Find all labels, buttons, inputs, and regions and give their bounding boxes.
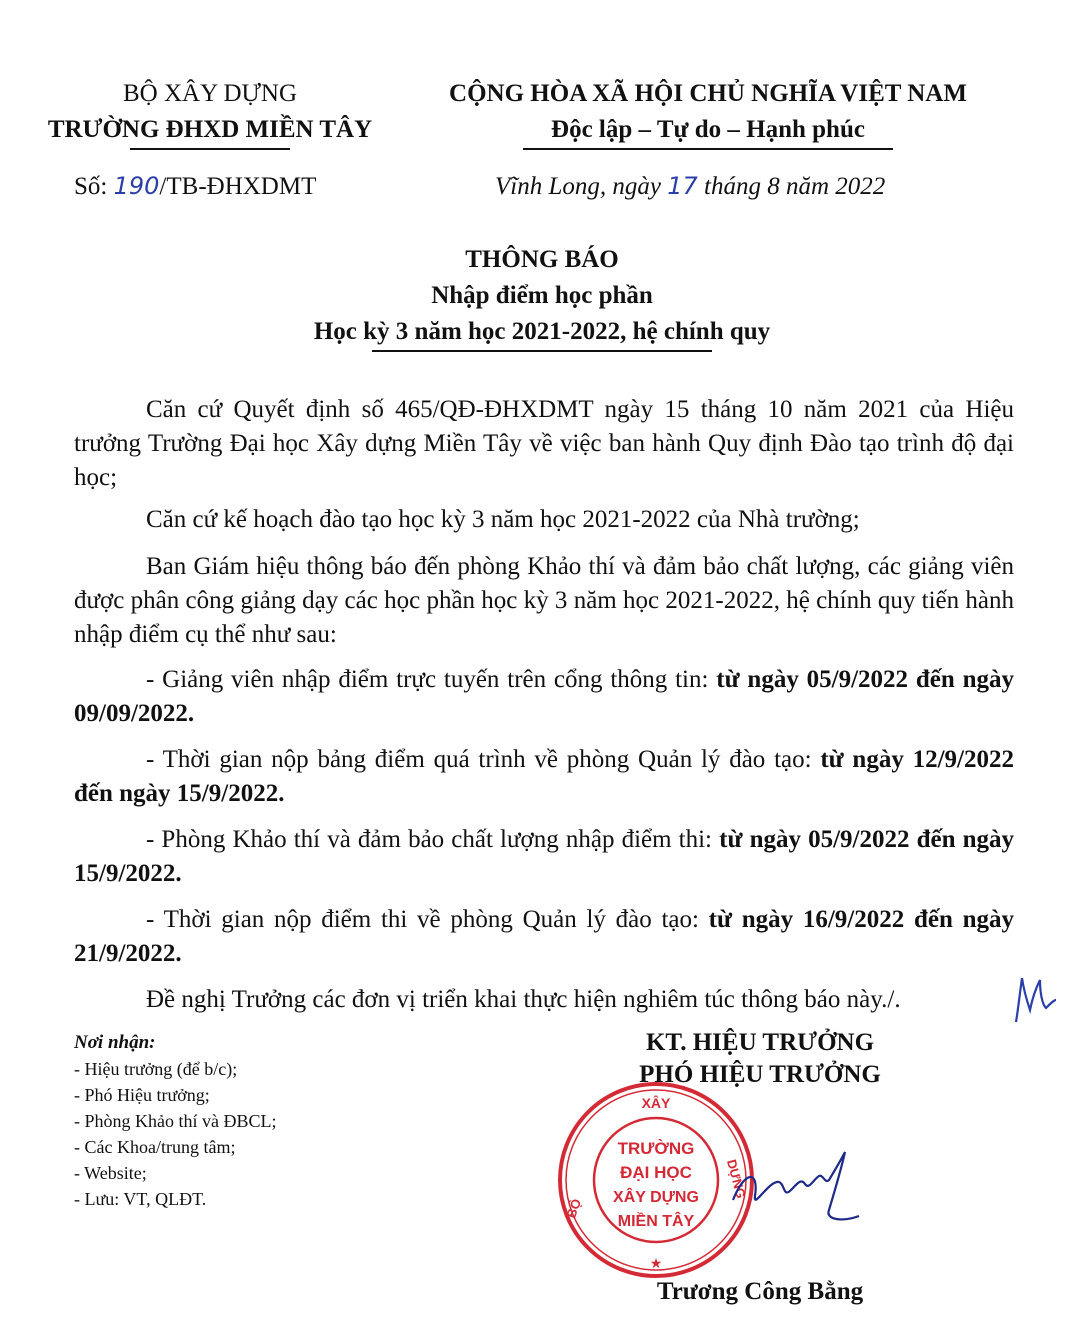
number-suffix: /TB-ĐHXDMT xyxy=(159,173,317,200)
school-name: TRƯỜNG ĐHXD MIỀN TÂY xyxy=(47,116,373,143)
signer-name: Trương Công Bằng xyxy=(656,1278,864,1305)
document-number xyxy=(74,172,316,201)
signature-line-2: PHÓ HIỆU TRƯỞNG xyxy=(639,1061,881,1088)
closing-request: Đề nghị Trưởng các đơn vị triển khai thực hiện nghiêm túc thông báo này./. xyxy=(146,986,901,1013)
signature-line-1: KT. HIỆU TRƯỞNG xyxy=(645,1029,875,1056)
recipient-item: - Website; xyxy=(74,1163,147,1183)
seal-left-word: BỘ xyxy=(563,1196,585,1221)
bullet-exam-submit-dates: từ ngày 16/9/2022 đến ngày 21/9/2022. xyxy=(74,906,1014,967)
handwritten-signature xyxy=(725,1140,865,1230)
date-prefix: Vĩnh Long, ngày xyxy=(495,173,668,200)
bullet-online-entry-text: - Giảng viên nhập điểm trực tuyến trên cổng thông tin: xyxy=(146,666,717,693)
handwritten-initial xyxy=(1010,970,1060,1030)
seal-top-word: XÂY xyxy=(641,1095,671,1111)
motto-underline xyxy=(523,148,893,150)
recipient-item: - Các Khoa/trung tâm; xyxy=(74,1137,236,1157)
country-name: CỘNG HÒA XÃ HỘI CHỦ NGHĨA VIỆT NAM xyxy=(449,80,967,107)
recipient-item: - Phòng Khảo thí và ĐBCL; xyxy=(74,1111,277,1131)
title-main: THÔNG BÁO xyxy=(465,246,619,273)
number-handwritten: 190 xyxy=(113,172,160,200)
seal-line-1: TRƯỜNG xyxy=(617,1139,695,1158)
title-underline xyxy=(372,350,712,352)
school-underline xyxy=(130,148,290,150)
bullet-online-entry xyxy=(74,663,1014,731)
paragraph-announcement: Ban Giám hiệu thông báo đến phòng Khảo thí và đảm bảo chất lượng, các giảng viên được phân công giảng dạy các học phần học kỳ 3 năm học 2021-2022, hệ chính quy tiến hành nhập điểm cụ thể như sau: xyxy=(74,553,1014,648)
bullet-process-scores-text: - Thời gian nộp bảng điểm quá trình về phòng Quản lý đào tạo: xyxy=(146,746,821,773)
bullet-exam-submit xyxy=(74,903,1014,971)
issuing-authority xyxy=(20,76,400,150)
recipient-item: - Lưu: VT, QLĐT. xyxy=(74,1189,207,1209)
motto: Độc lập – Tự do – Hạnh phúc xyxy=(551,116,865,143)
bullet-exam-entry-dates: từ ngày 05/9/2022 đến ngày 15/9/2022. xyxy=(74,826,1015,887)
bullet-process-scores xyxy=(74,743,1014,811)
recipients-list xyxy=(74,1030,277,1212)
seal-star: ★ xyxy=(649,1256,663,1272)
national-heading xyxy=(398,76,1018,150)
bullet-process-scores-dates: từ ngày 12/9/2022 đến ngày 15/9/2022. xyxy=(74,746,1014,807)
recipient-item: - Phó Hiệu trưởng; xyxy=(74,1085,210,1105)
bullet-exam-entry xyxy=(74,823,1014,891)
seal-line-3: XÂY DỰNG xyxy=(613,1189,699,1206)
bullet-exam-entry-text: - Phòng Khảo thí và đảm bảo chất lượng nhập điểm thi: xyxy=(146,826,720,853)
number-prefix: Số: xyxy=(74,173,114,200)
seal-line-4: MIỀN TÂY xyxy=(617,1213,695,1230)
date-suffix: tháng 8 năm 2022 xyxy=(697,173,886,200)
document-title xyxy=(0,242,1084,352)
seal-line-2: ĐẠI HỌC xyxy=(620,1163,692,1182)
date-handwritten: 17 xyxy=(667,172,698,200)
recipient-item: - Hiệu trưởng (để b/c); xyxy=(74,1059,238,1079)
recipients-title: Nơi nhận: xyxy=(74,1032,156,1053)
ministry-name: BỘ XÂY DỰNG xyxy=(122,80,298,107)
place-date xyxy=(495,172,885,201)
bullet-exam-submit-text: - Thời gian nộp điểm thi về phòng Quản lý đào tạo: xyxy=(146,906,709,933)
title-subject: Nhập điểm học phần xyxy=(431,282,653,309)
paragraph-basis-decision: Căn cứ Quyết định số 465/QĐ-ĐHXDMT ngày 15 tháng 10 năm 2021 của Hiệu trưởng Trường Đại học Xây dựng Miền Tây về việc ban hành Quy định Đào tạo trình độ đại học; xyxy=(74,396,1014,491)
bullet-online-entry-dates: từ ngày 05/9/2022 đến ngày 09/09/2022. xyxy=(74,666,1014,727)
title-scope: Học kỳ 3 năm học 2021-2022, hệ chính quy xyxy=(313,318,771,345)
seal-right-word: DỰNG xyxy=(723,1157,749,1200)
paragraph-basis-plan: Căn cứ kế hoạch đào tạo học kỳ 3 năm học 2021-2022 của Nhà trường; xyxy=(146,506,860,533)
